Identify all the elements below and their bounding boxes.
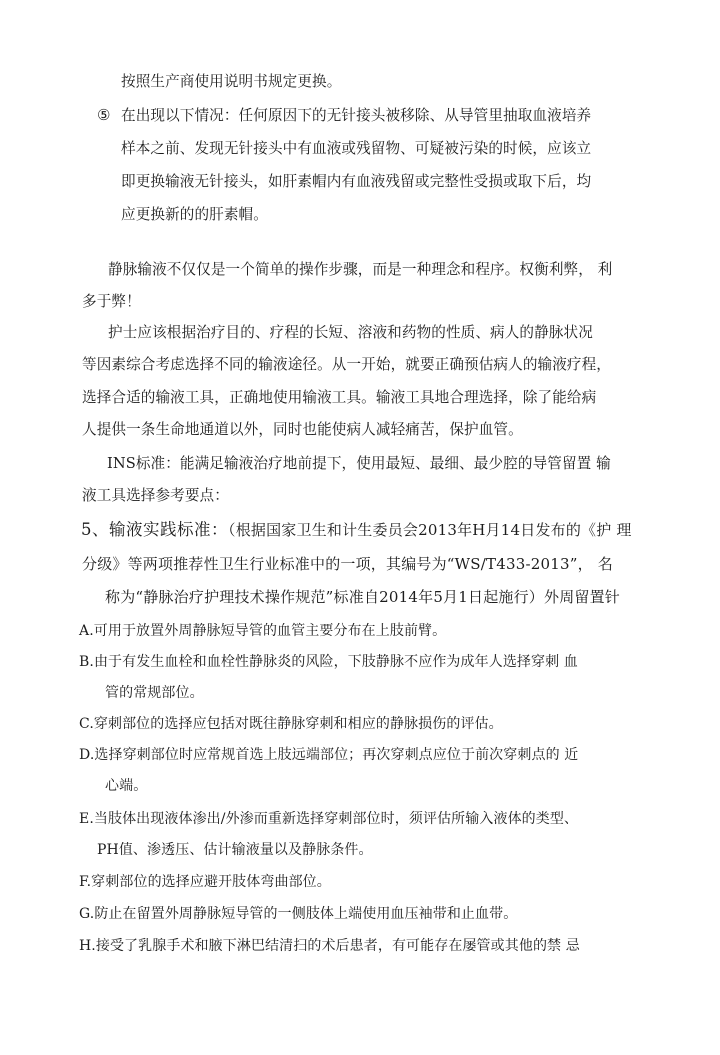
list-item-b-line-1: B.由于有发生血栓和血栓性静脉炎的风险，下肢静脉不应作为成年人选择穿刺 血 — [79, 654, 578, 670]
item5-line-2: 样本之前、发现无针接头中有血液或残留物、可疑被污染的时候，应该立 — [121, 140, 592, 157]
paragraph-2-line-3: 选择合适的输液工具，正确地使用输液工具。输液工具地合理选择，除了能给病 — [82, 389, 597, 406]
item5-line-1: 在出现以下情况：任何原因下的无针接头被移除、从导管里抽取血液培养 — [121, 107, 592, 124]
section-5-heading-lead: 5、输液实践标准： — [81, 520, 228, 539]
paragraph-2-line-2: 等因素综合考虑选择不同的输液途径。从一开始，就要正确预估病人的输液疗程， — [82, 356, 611, 373]
item5-line-4: 应更换新的的肝素帽。 — [121, 206, 268, 223]
list-item-c: C.穿刺部位的选择应包括对既往静脉穿刺和相应的静脉损伤的评估。 — [79, 716, 503, 732]
section-5-heading — [81, 520, 632, 540]
section-5-line-3: 称为“静脉治疗护理技术操作规范”标准自2014年5月1日起施行）外周留置针 — [105, 588, 621, 606]
list-item-g: G.防止在留置外周静脉短导管的一侧肢体上端使用血压袖带和止血带。 — [79, 906, 518, 922]
list-item-e-line-2: PH值、渗透压、估计输液量以及静脉条件。 — [97, 842, 373, 858]
continuation-line: 按照生产商使用说明书规定更换。 — [121, 73, 342, 90]
section-5-heading-rest: （根据国家卫生和计生委员会2013年H月14日发布的《护 理 — [228, 521, 632, 539]
list-item-d-line-1: D.选择穿刺部位时应常规首选上肢远端部位；再次穿刺点应位于前次穿刺点的 近 — [79, 747, 579, 763]
paragraph-2-line-4: 人提供一条生命地通道以外，同时也能使病人减轻痛苦，保护血管。 — [82, 421, 523, 438]
paragraph-3-line-1: INS标准：能满足输液治疗地前提下，使用最短、最细、最少腔的导管留置 输 — [107, 455, 611, 472]
list-item-f: F.穿刺部位的选择应避开肢体弯曲部位。 — [79, 874, 331, 890]
section-5-line-2: 分级》等两项推荐性卫生行业标准中的一项，其编号为“WS/T433-2013”， 名 — [82, 555, 613, 573]
paragraph-2-line-1: 护士应该根据治疗目的、疗程的长短、溶液和药物的性质、病人的静脉状况 — [108, 324, 593, 341]
paragraph-3-line-2: 液工具选择参考要点： — [82, 487, 229, 504]
list-item-b-line-2: 管的常规部位。 — [105, 685, 204, 701]
list-item-h: H.接受了乳腺手术和腋下淋巴结清扫的术后患者，有可能存在屡管或其他的禁 忌 — [79, 938, 580, 954]
list-item-d-line-2: 心端。 — [105, 778, 148, 794]
list-item-a: A.可用于放置外周静脉短导管的血管主要分布在上肢前臂。 — [79, 623, 447, 639]
item-number-5: ⑤ — [97, 106, 111, 124]
list-item-e-line-1: E.当肢体出现液体渗出/外渗而重新选择穿刺部位时，须评估所输入液体的类型、 — [79, 811, 579, 827]
paragraph-1-line-1: 静脉输液不仅仅是一个简单的操作步骤，而是一种理念和程序。权衡利弊， 利 — [108, 261, 613, 278]
paragraph-1-line-2: 多于弊！ — [82, 293, 141, 310]
item5-line-3: 即更换输液无针接头，如肝素帽内有血液残留或完整性受损或取下后，均 — [121, 173, 592, 190]
